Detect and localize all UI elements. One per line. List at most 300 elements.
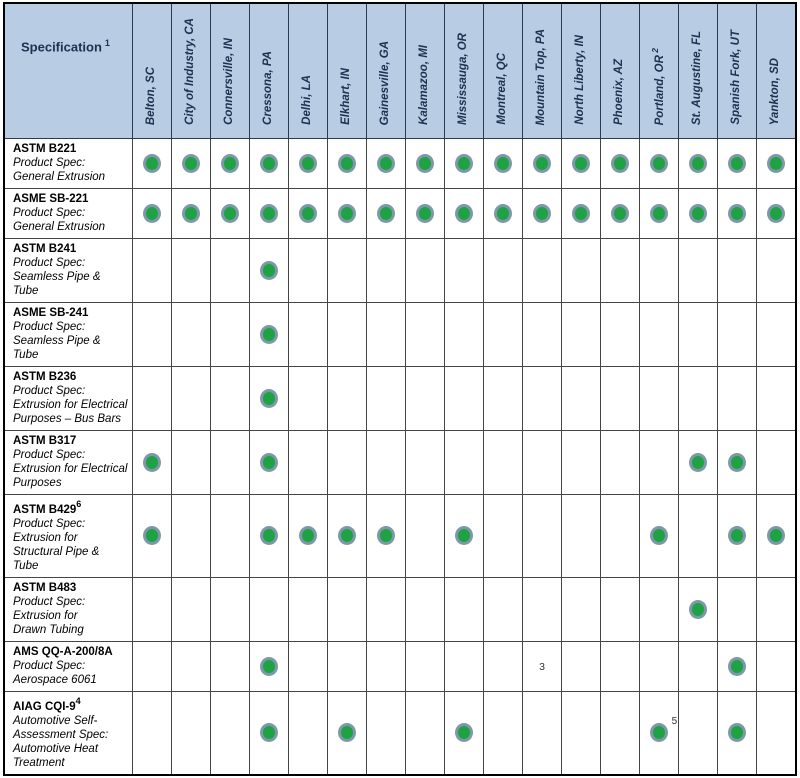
matrix-cell bbox=[327, 431, 366, 495]
spec-label-cell bbox=[4, 691, 132, 774]
spec-description-line: Extrusion for bbox=[13, 609, 78, 622]
spec-footnote: 6 bbox=[76, 499, 82, 509]
matrix-cell bbox=[249, 495, 288, 578]
location-label: Connersville, IN bbox=[222, 38, 235, 125]
matrix-cell bbox=[562, 495, 601, 578]
location-header bbox=[249, 3, 288, 139]
matrix-cell bbox=[522, 367, 561, 431]
matrix-cell bbox=[132, 691, 171, 774]
spec-description-line: Assessment Spec: bbox=[13, 728, 109, 741]
spec-description-line: General Extrusion bbox=[13, 221, 106, 233]
matrix-cell bbox=[132, 495, 171, 578]
matrix-cell bbox=[171, 691, 210, 774]
certification-dot-icon bbox=[689, 154, 707, 173]
matrix-cell bbox=[405, 303, 444, 367]
matrix-cell bbox=[171, 577, 210, 641]
matrix-cell bbox=[327, 303, 366, 367]
spec-description-line: Product Spec: bbox=[13, 595, 86, 608]
matrix-cell bbox=[249, 239, 288, 303]
matrix-cell bbox=[327, 139, 366, 189]
matrix-cell bbox=[562, 189, 601, 239]
spec-label-cell bbox=[4, 189, 132, 239]
matrix-cell bbox=[249, 641, 288, 691]
certification-dot-icon bbox=[260, 261, 278, 280]
matrix-cell bbox=[718, 239, 757, 303]
header-row bbox=[4, 3, 796, 139]
matrix-cell bbox=[483, 431, 522, 495]
certification-dot-icon bbox=[377, 526, 395, 545]
matrix-cell bbox=[483, 239, 522, 303]
matrix-cell bbox=[171, 139, 210, 189]
certification-dot-icon bbox=[260, 723, 278, 742]
certification-dot-icon bbox=[221, 154, 239, 173]
matrix-cell bbox=[210, 189, 249, 239]
matrix-cell bbox=[171, 495, 210, 578]
matrix-cell bbox=[640, 431, 679, 495]
location-header bbox=[640, 3, 679, 139]
certification-dot-icon bbox=[143, 453, 161, 472]
matrix-cell bbox=[757, 691, 796, 774]
certification-dot-icon bbox=[182, 154, 200, 173]
certification-dot-icon bbox=[143, 154, 161, 173]
certification-dot-icon bbox=[299, 154, 317, 173]
certification-dot-icon bbox=[728, 204, 746, 223]
certification-dot-icon bbox=[377, 154, 395, 173]
spec-label-cell bbox=[4, 577, 132, 641]
location-header bbox=[171, 3, 210, 139]
matrix-cell bbox=[718, 577, 757, 641]
location-header bbox=[601, 3, 640, 139]
matrix-cell bbox=[757, 303, 796, 367]
location-header bbox=[444, 3, 483, 139]
certification-dot-icon bbox=[650, 526, 668, 545]
matrix-cell bbox=[757, 189, 796, 239]
certification-dot-icon bbox=[689, 453, 707, 472]
matrix-cell bbox=[640, 641, 679, 691]
spec-row bbox=[4, 367, 796, 431]
matrix-cell bbox=[718, 641, 757, 691]
location-label: Yankton, SD bbox=[769, 57, 782, 125]
matrix-cell bbox=[288, 641, 327, 691]
spec-row bbox=[4, 139, 796, 189]
certification-dot-icon bbox=[767, 204, 785, 223]
location-header bbox=[366, 3, 405, 139]
spec-description-line: Seamless Pipe & Tube bbox=[13, 335, 101, 361]
matrix-cell bbox=[288, 495, 327, 578]
spec-description-line: Structural Pipe & Tube bbox=[13, 545, 100, 572]
spec-description-line: Drawn Tubing bbox=[13, 623, 84, 636]
matrix-cell bbox=[483, 367, 522, 431]
matrix-cell bbox=[171, 189, 210, 239]
location-footnote: 2 bbox=[650, 47, 661, 55]
matrix-cell bbox=[171, 431, 210, 495]
certification-dot-icon bbox=[728, 453, 746, 472]
matrix-cell bbox=[522, 495, 561, 578]
matrix-cell bbox=[483, 303, 522, 367]
matrix-cell bbox=[757, 367, 796, 431]
matrix-cell bbox=[405, 691, 444, 774]
matrix-cell bbox=[522, 189, 561, 239]
matrix-cell bbox=[288, 189, 327, 239]
matrix-cell bbox=[288, 691, 327, 774]
matrix-cell bbox=[405, 139, 444, 189]
spec-row bbox=[4, 303, 796, 367]
certification-dot-icon bbox=[611, 154, 629, 173]
spec-label-cell bbox=[4, 139, 132, 189]
matrix-cell bbox=[679, 189, 718, 239]
spec-name: ASTM B317 bbox=[13, 435, 77, 447]
matrix-cell bbox=[288, 303, 327, 367]
matrix-cell bbox=[483, 691, 522, 774]
matrix-cell bbox=[483, 495, 522, 578]
matrix-cell bbox=[405, 239, 444, 303]
spec-label-cell bbox=[4, 431, 132, 495]
matrix-cell bbox=[366, 367, 405, 431]
spec-footnote: 4 bbox=[75, 695, 81, 706]
certification-dot-icon bbox=[260, 154, 278, 173]
matrix-cell bbox=[562, 139, 601, 189]
spec-description-line: Product Spec: bbox=[13, 257, 86, 269]
matrix-cell bbox=[601, 239, 640, 303]
certification-dot-icon bbox=[728, 723, 746, 742]
certification-dot-icon bbox=[455, 526, 473, 545]
matrix-cell bbox=[288, 431, 327, 495]
location-header bbox=[562, 3, 601, 139]
location-header bbox=[210, 3, 249, 139]
spec-description-line: Purposes – Bus Bars bbox=[13, 413, 122, 425]
matrix-cell bbox=[210, 495, 249, 578]
certification-dot-icon bbox=[455, 204, 473, 223]
spec-description-line: Purposes bbox=[13, 477, 62, 489]
matrix-cell bbox=[132, 431, 171, 495]
matrix-cell bbox=[679, 431, 718, 495]
certification-dot-icon bbox=[338, 154, 356, 173]
matrix-cell bbox=[249, 691, 288, 774]
matrix-cell bbox=[718, 495, 757, 578]
matrix-cell bbox=[522, 577, 561, 641]
dot-with-footnote bbox=[650, 716, 678, 742]
spec-description-line: Product Spec: bbox=[13, 385, 86, 397]
matrix-cell bbox=[405, 641, 444, 691]
spec-name: ASTM $B429^6$ bbox=[13, 499, 82, 516]
matrix-cell bbox=[679, 641, 718, 691]
matrix-cell bbox=[366, 495, 405, 578]
matrix-cell bbox=[288, 139, 327, 189]
matrix-cell bbox=[640, 239, 679, 303]
certification-dot-icon bbox=[494, 154, 512, 173]
matrix-cell bbox=[562, 691, 601, 774]
location-label: Mississauga, OR bbox=[457, 32, 470, 125]
spec-description-line: Extrusion for Electrical bbox=[13, 399, 128, 411]
location-label: St. Augustine, FL bbox=[691, 30, 704, 125]
matrix-cell bbox=[210, 367, 249, 431]
spec-row bbox=[4, 691, 796, 774]
matrix-cell bbox=[366, 691, 405, 774]
certification-dot-icon bbox=[416, 154, 434, 173]
certification-dot-icon bbox=[455, 723, 473, 742]
matrix-cell bbox=[444, 495, 483, 578]
matrix-cell bbox=[757, 495, 796, 578]
matrix-cell bbox=[132, 303, 171, 367]
matrix-cell bbox=[444, 139, 483, 189]
matrix-cell bbox=[444, 577, 483, 641]
matrix-cell bbox=[366, 303, 405, 367]
matrix-cell bbox=[210, 577, 249, 641]
location-header bbox=[132, 3, 171, 139]
certification-dot-icon bbox=[260, 389, 278, 408]
certification-dot-icon bbox=[260, 325, 278, 344]
location-label: Cressona, PA bbox=[261, 51, 274, 125]
matrix-cell bbox=[718, 367, 757, 431]
matrix-cell bbox=[405, 577, 444, 641]
location-header bbox=[327, 3, 366, 139]
matrix-cell bbox=[483, 577, 522, 641]
matrix-cell bbox=[171, 367, 210, 431]
spec-name: ASTM B221 bbox=[13, 143, 77, 155]
spec-row bbox=[4, 495, 796, 578]
matrix-cell bbox=[562, 577, 601, 641]
certification-dot-icon bbox=[572, 204, 590, 223]
spec-label-cell bbox=[4, 367, 132, 431]
spec-name: ASTM B483 bbox=[13, 581, 77, 594]
spec-description-line: Automotive Heat bbox=[13, 742, 99, 755]
matrix-cell bbox=[210, 431, 249, 495]
spec-description-line: Product Spec: bbox=[13, 517, 86, 530]
spec-description-line: Extrusion for bbox=[13, 531, 78, 544]
certification-dot-icon bbox=[689, 204, 707, 223]
certification-dot-icon bbox=[767, 154, 785, 173]
spec-description-line: Extrusion for Electrical bbox=[13, 463, 128, 475]
location-header bbox=[288, 3, 327, 139]
spec-description-line: Automotive Self- bbox=[13, 714, 98, 727]
matrix-cell bbox=[444, 303, 483, 367]
certification-dot-icon bbox=[728, 657, 746, 676]
spec-label-cell bbox=[4, 239, 132, 303]
matrix-cell bbox=[327, 495, 366, 578]
certification-dot-icon bbox=[260, 204, 278, 223]
certification-dot-icon bbox=[299, 204, 317, 223]
location-label: Montreal, QC bbox=[496, 53, 509, 125]
matrix-cell bbox=[562, 641, 601, 691]
matrix-cell bbox=[171, 239, 210, 303]
spec-header-footnote: 1 bbox=[104, 38, 110, 48]
location-header bbox=[522, 3, 561, 139]
matrix-cell bbox=[327, 641, 366, 691]
matrix-cell bbox=[132, 189, 171, 239]
certification-dot-icon bbox=[650, 723, 668, 742]
matrix-cell bbox=[757, 239, 796, 303]
matrix-cell bbox=[483, 189, 522, 239]
certification-dot-icon bbox=[143, 526, 161, 545]
certification-dot-icon bbox=[143, 204, 161, 223]
location-header bbox=[483, 3, 522, 139]
matrix-cell bbox=[679, 691, 718, 774]
matrix-cell bbox=[679, 303, 718, 367]
matrix-cell bbox=[601, 431, 640, 495]
matrix-cell bbox=[718, 431, 757, 495]
matrix-cell bbox=[366, 641, 405, 691]
spec-header-label: Specification bbox=[21, 39, 102, 55]
matrix-cell bbox=[601, 189, 640, 239]
certification-dot-icon bbox=[611, 204, 629, 223]
matrix-cell bbox=[249, 367, 288, 431]
matrix-cell bbox=[444, 641, 483, 691]
matrix-cell bbox=[718, 303, 757, 367]
matrix-cell bbox=[679, 577, 718, 641]
spec-description-line: Seamless Pipe & Tube bbox=[13, 271, 101, 297]
matrix-cell bbox=[679, 239, 718, 303]
matrix-cell bbox=[522, 303, 561, 367]
matrix-cell bbox=[171, 303, 210, 367]
matrix-cell bbox=[757, 641, 796, 691]
spec-label-cell bbox=[4, 303, 132, 367]
location-label: Phoenix, AZ bbox=[613, 58, 626, 125]
matrix-cell bbox=[640, 139, 679, 189]
matrix-cell bbox=[601, 367, 640, 431]
certification-dot-icon bbox=[299, 526, 317, 545]
matrix-cell bbox=[640, 367, 679, 431]
location-label: Portland, OR $^2$ bbox=[650, 47, 667, 125]
matrix-cell bbox=[249, 139, 288, 189]
certification-dot-icon bbox=[728, 154, 746, 173]
matrix-cell bbox=[132, 577, 171, 641]
matrix-cell bbox=[210, 139, 249, 189]
matrix-cell bbox=[522, 239, 561, 303]
location-label: Spanish Fork, UT bbox=[730, 30, 743, 125]
location-label: Elkhart, IN bbox=[340, 68, 352, 125]
cell-footnote: 5 bbox=[671, 716, 678, 728]
certification-dot-icon bbox=[455, 154, 473, 173]
location-label: Delhi, LA bbox=[300, 75, 313, 125]
certification-matrix-table bbox=[3, 2, 797, 776]
certification-dot-icon bbox=[494, 204, 512, 223]
certification-dot-icon bbox=[260, 526, 278, 545]
spec-row bbox=[4, 641, 796, 691]
matrix-cell bbox=[444, 691, 483, 774]
certification-dot-icon bbox=[767, 526, 785, 545]
matrix-cell bbox=[210, 303, 249, 367]
matrix-cell bbox=[444, 189, 483, 239]
matrix-cell bbox=[522, 641, 561, 691]
matrix-cell bbox=[288, 239, 327, 303]
matrix-cell bbox=[405, 431, 444, 495]
location-label: City of Industry, CA bbox=[183, 18, 196, 125]
matrix-cell bbox=[327, 189, 366, 239]
matrix-cell bbox=[327, 239, 366, 303]
spec-label-cell bbox=[4, 495, 132, 578]
matrix-cell bbox=[249, 431, 288, 495]
matrix-cell bbox=[444, 239, 483, 303]
matrix-cell bbox=[757, 577, 796, 641]
spec-name: AMS QQ-A-200/8A bbox=[13, 645, 113, 658]
matrix-cell bbox=[288, 367, 327, 431]
matrix-cell bbox=[640, 189, 679, 239]
matrix-cell bbox=[601, 577, 640, 641]
matrix-cell bbox=[483, 641, 522, 691]
matrix-cell bbox=[210, 641, 249, 691]
matrix-cell bbox=[366, 139, 405, 189]
certification-dot-icon bbox=[650, 154, 668, 173]
certification-dot-icon bbox=[728, 526, 746, 545]
matrix-cell bbox=[249, 189, 288, 239]
matrix-cell bbox=[327, 691, 366, 774]
location-header bbox=[718, 3, 757, 139]
matrix-cell bbox=[679, 139, 718, 189]
matrix-cell bbox=[757, 139, 796, 189]
location-label: Gainesville, GA bbox=[379, 40, 392, 125]
matrix-cell bbox=[522, 691, 561, 774]
matrix-cell bbox=[679, 367, 718, 431]
matrix-cell bbox=[171, 641, 210, 691]
certification-dot-icon bbox=[338, 526, 356, 545]
certification-dot-icon bbox=[533, 204, 551, 223]
matrix-cell bbox=[405, 189, 444, 239]
certification-dot-icon bbox=[416, 204, 434, 223]
spec-name: ASME SB-241 bbox=[13, 307, 89, 319]
spec-name: AIAG CQI-$9^4$ bbox=[13, 695, 81, 713]
certification-dot-icon bbox=[650, 204, 668, 223]
cell-footnote: 3 bbox=[539, 661, 545, 674]
location-label: North Liberty, IN bbox=[574, 35, 587, 125]
matrix-cell bbox=[718, 139, 757, 189]
matrix-cell bbox=[288, 577, 327, 641]
certification-dot-icon bbox=[572, 154, 590, 173]
matrix-cell bbox=[366, 577, 405, 641]
matrix-cell bbox=[444, 431, 483, 495]
spec-row bbox=[4, 431, 796, 495]
matrix-cell bbox=[601, 303, 640, 367]
spec-name: ASTM B241 bbox=[13, 243, 77, 255]
matrix-cell bbox=[562, 431, 601, 495]
matrix-cell bbox=[444, 367, 483, 431]
certification-dot-icon bbox=[221, 204, 239, 223]
matrix-cell bbox=[327, 367, 366, 431]
certification-dot-icon bbox=[689, 600, 707, 619]
spec-label-cell bbox=[4, 641, 132, 691]
matrix-cell bbox=[640, 303, 679, 367]
matrix-cell bbox=[640, 577, 679, 641]
location-label: Kalamazoo, MI bbox=[418, 45, 431, 125]
spec-description-line: Product Spec: bbox=[13, 449, 86, 461]
matrix-cell bbox=[601, 139, 640, 189]
matrix-cell bbox=[483, 139, 522, 189]
matrix-cell bbox=[757, 431, 796, 495]
spec-description-line: General Extrusion bbox=[13, 171, 106, 183]
certification-dot-icon bbox=[260, 657, 278, 676]
certification-dot-icon bbox=[533, 154, 551, 173]
location-header bbox=[405, 3, 444, 139]
spec-column-header bbox=[4, 3, 132, 139]
matrix-cell bbox=[366, 189, 405, 239]
matrix-cell bbox=[679, 495, 718, 578]
matrix-cell bbox=[718, 189, 757, 239]
matrix-cell bbox=[132, 641, 171, 691]
location-label: Mountain Top, PA bbox=[535, 28, 548, 125]
matrix-cell bbox=[640, 495, 679, 578]
matrix-cell bbox=[249, 577, 288, 641]
matrix-cell bbox=[405, 367, 444, 431]
matrix-cell bbox=[366, 239, 405, 303]
certification-dot-icon bbox=[338, 204, 356, 223]
spec-row bbox=[4, 577, 796, 641]
certification-dot-icon bbox=[338, 723, 356, 742]
spec-description-line: Product Spec: bbox=[13, 207, 86, 219]
matrix-cell bbox=[562, 239, 601, 303]
matrix-cell bbox=[366, 431, 405, 495]
location-header bbox=[757, 3, 796, 139]
spec-name: ASME SB-221 bbox=[13, 193, 89, 205]
certification-dot-icon bbox=[377, 204, 395, 223]
